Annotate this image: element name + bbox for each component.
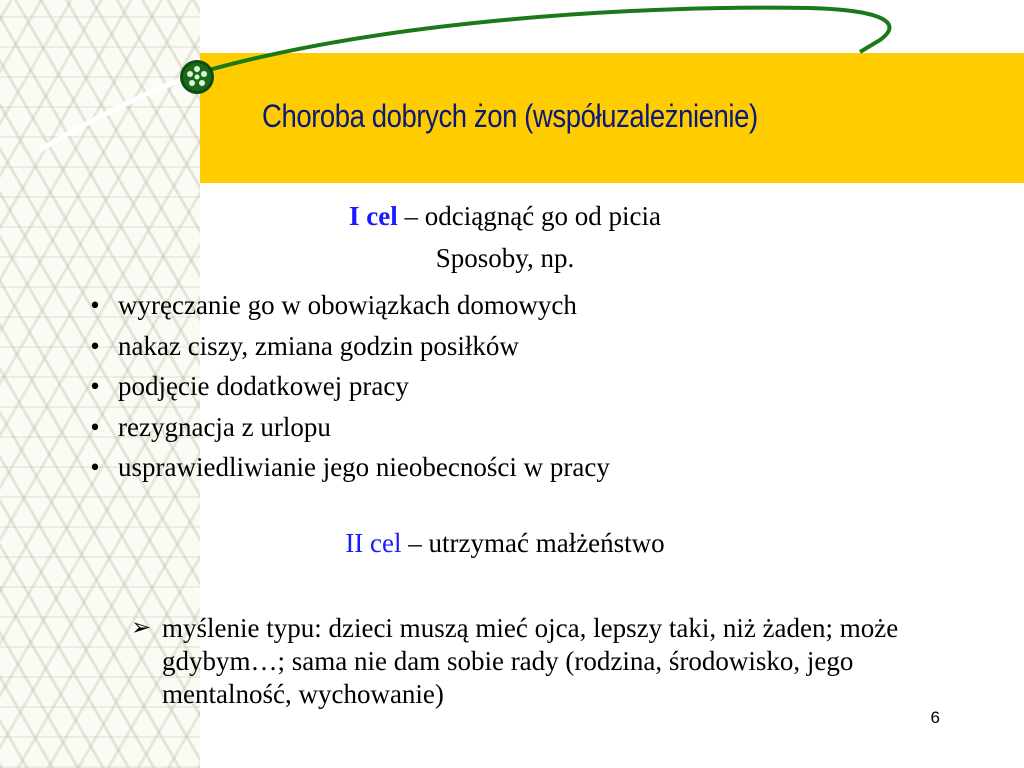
goal-1-label: I cel bbox=[349, 201, 398, 231]
goal-1-text: – odciągnąć go od picia bbox=[397, 201, 661, 231]
methods-list bbox=[72, 285, 610, 488]
bullet-icon: • bbox=[90, 452, 100, 482]
page-number: 6 bbox=[930, 708, 940, 727]
list-item: • rezygnacja z urlopu bbox=[72, 407, 610, 448]
methods-label: Sposoby, np. bbox=[435, 243, 575, 273]
goal-2-label: II cel bbox=[345, 528, 402, 558]
bullet-icon: • bbox=[90, 371, 100, 401]
list-item: • usprawiedliwianie jego nieobecności w pracy bbox=[72, 447, 610, 488]
arrow-bullet-icon: ➢ bbox=[131, 615, 152, 641]
ornament-icon bbox=[178, 58, 216, 96]
goal-2-text: – utrzymać małżeństwo bbox=[401, 528, 665, 558]
bullet-icon: • bbox=[90, 330, 100, 361]
goal-2-line bbox=[200, 528, 810, 559]
slide-title: Choroba dobrych żon (współuzależnienie) bbox=[262, 98, 758, 134]
list-item: • podjęcie dodatkowej pracy bbox=[72, 366, 610, 407]
bullet-icon: • bbox=[90, 290, 100, 320]
bullet-icon: • bbox=[90, 411, 100, 442]
arrow-item-text: myślenie typu: dzieci muszą mieć ojca, lepszy taki, niż żaden; może gdybym…; sama nie dam sobie rady (rodzina, środowisko, jego mentalność, wychowanie) bbox=[162, 613, 899, 709]
goal-1-line bbox=[200, 201, 810, 232]
list-item: • wyręczanie go w obowiązkach domowych bbox=[72, 285, 610, 326]
list-item: • nakaz ciszy, zmiana godzin posiłków bbox=[72, 326, 610, 367]
